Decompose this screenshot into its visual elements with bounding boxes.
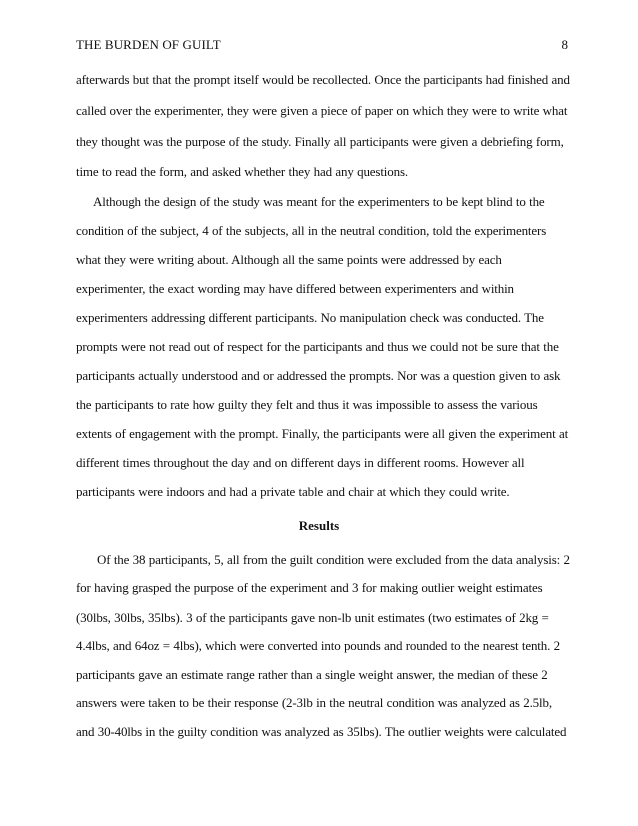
body-line: time to read the form, and asked whether they had any questions. (76, 164, 408, 179)
body-line: experimenter, the exact wording may have differed between experimenters and within (76, 281, 514, 296)
body-line: called over the experimenter, they were given a piece of paper on which they were to write what (76, 103, 568, 118)
body-line: condition of the subject, 4 of the subjects, all in the neutral condition, told the experimenters (76, 223, 547, 238)
body-line: afterwards but that the prompt itself would be recollected. Once the participants had finished and (76, 72, 570, 87)
body-line: participants were indoors and had a private table and chair at which they could write. (76, 484, 510, 499)
section-heading-results: Results (298, 518, 340, 533)
body-line: what they were writing about. Although all the same points were addressed by each (76, 252, 502, 267)
body-line: extents of engagement with the prompt. Finally, the participants were all given the experiment at (76, 426, 569, 441)
body-line: Although the design of the study was meant for the experimenters to be kept blind to the (93, 194, 545, 209)
running-head: THE BURDEN OF GUILT (76, 37, 221, 52)
body-line: for having grasped the purpose of the experiment and 3 for making outlier weight estimates (76, 580, 543, 595)
body-line: answers were taken to be their response (2-3lb in the neutral condition was analyzed as 2.5lb, (76, 695, 552, 710)
body-line: prompts were not read out of respect for the participants and thus we could not be sure that the (76, 339, 559, 354)
body-line: participants actually understood and or addressed the prompts. Nor was a question given to ask (76, 368, 561, 383)
body-line: different times throughout the day and on different days in different rooms. However all (76, 455, 525, 470)
page-number: 8 (561, 37, 568, 52)
body-line: 4.4lbs, and 64oz = 4lbs), which were converted into pounds and rounded to the nearest tenth. 2 (76, 638, 560, 653)
body-line: and 30-40lbs in the guilty condition was analyzed as 35lbs). The outlier weights were calculated (76, 724, 567, 739)
body-line: experimenters addressing different participants. No manipulation check was conducted. The (76, 310, 544, 325)
body-line: participants gave an estimate range rather than a single weight answer, the median of these 2 (76, 667, 548, 682)
body-line: they thought was the purpose of the study. Finally all participants were given a debriefing form, (76, 134, 564, 149)
body-line: the participants to rate how guilty they felt and thus it was impossible to assess the various (76, 397, 538, 412)
body-line: Of the 38 participants, 5, all from the guilt condition were excluded from the data analysis: 2 (97, 552, 570, 567)
body-line: (30lbs, 30lbs, 35lbs). 3 of the participants gave non-lb unit estimates (two estimates of 2kg = (76, 610, 549, 625)
